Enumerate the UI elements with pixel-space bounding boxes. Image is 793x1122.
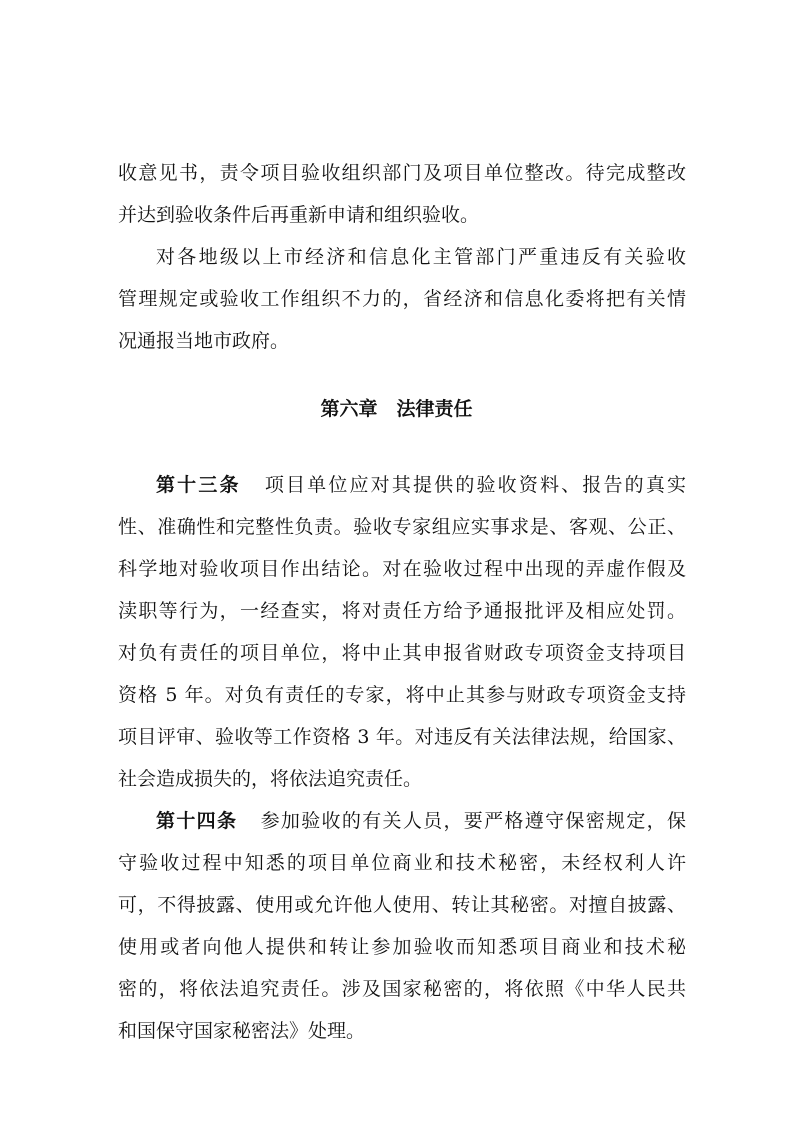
article-13-first-line: [156, 474, 686, 496]
article-14-label: 第十四条: [156, 810, 238, 832]
text-line: 资格 5 年。对负有责任的专家，将中止其参与财政专项资金支持: [118, 684, 686, 706]
text-line: 密的，将依法追究责任。涉及国家秘密的，将依照《中华人民共: [118, 978, 686, 1000]
text-line: 渎职等行为，一经查实，将对责任方给予通报批评及相应处罚。: [118, 600, 686, 622]
text-line: 对负有责任的项目单位，将中止其申报省财政专项资金支持项目: [118, 642, 686, 664]
chapter-heading: 第六章 法律责任: [320, 398, 473, 420]
article-14-text: 参加验收的有关人员，要严格遵守保密规定，保: [259, 810, 686, 832]
text-line: 社会造成损失的，将依法追究责任。: [118, 768, 423, 790]
text-line: 可，不得披露、使用或允许他人使用、转让其秘密。对擅自披露、: [118, 894, 686, 916]
article-13-label: 第十三条: [156, 474, 241, 496]
text-line: 使用或者向他人提供和转让参加验收而知悉项目商业和技术秘: [118, 936, 686, 958]
text-line: 况通报当地市政府。: [118, 330, 290, 352]
text-line: 守验收过程中知悉的项目单位商业和技术秘密，未经权利人许: [118, 852, 686, 874]
text-line: 收意见书，责令项目验收组织部门及项目单位整改。待完成整改: [118, 162, 686, 184]
text-line: 管理规定或验收工作组织不力的，省经济和信息化委将把有关情: [118, 288, 686, 310]
text-line: 科学地对验收项目作出结论。对在验收过程中出现的弄虚作假及: [118, 558, 686, 580]
article-13-text: 项目单位应对其提供的验收资料、报告的真实: [262, 474, 686, 496]
text-line: 项目评审、验收等工作资格 3 年。对违反有关法律法规，给国家、: [118, 726, 686, 748]
article-14-first-line: [156, 810, 686, 832]
text-line: 并达到验收条件后再重新申请和组织验收。: [118, 204, 480, 226]
text-line: 和国保守国家秘密法》处理。: [118, 1020, 366, 1042]
text-line: 性、准确性和完整性负责。验收专家组应实事求是、客观、公正、: [118, 516, 686, 538]
text-line: 对各地级以上市经济和信息化主管部门严重违反有关验收: [156, 246, 686, 268]
